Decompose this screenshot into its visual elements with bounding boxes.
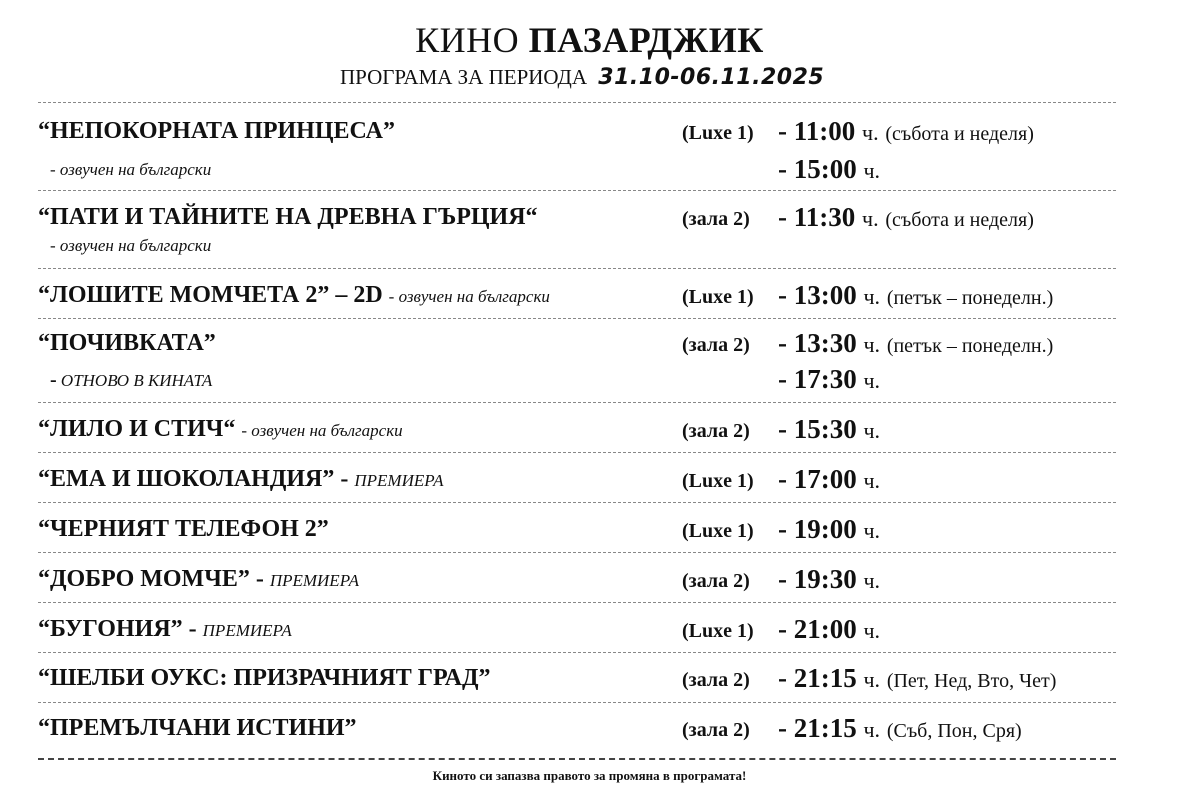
showtime: - 21:00 ч. bbox=[778, 614, 881, 644]
showtime: - 17:00 ч. bbox=[778, 464, 881, 494]
film-title: “ЕМА И ШОКОЛАНДИЯ” - ПРЕМИЕРА bbox=[38, 466, 444, 492]
film-sub-note: - озвучен на български bbox=[50, 236, 212, 255]
film-title: “ЛИЛО И СТИЧ“ - озвучен на български bbox=[38, 416, 403, 442]
film-sub-note: - озвучен на български bbox=[50, 160, 212, 179]
film-sub-note: - ОТНОВО В КИНАТА bbox=[50, 369, 213, 391]
hall-label: (зала 2) bbox=[682, 719, 750, 741]
program-period bbox=[340, 62, 824, 93]
film-title: “БУГОНИЯ” - ПРЕМИЕРА bbox=[38, 616, 292, 642]
film-title: “НЕПОКОРНАТА ПРИНЦЕСА” bbox=[38, 118, 395, 144]
showtime: - 19:00 ч. bbox=[778, 514, 881, 544]
divider bbox=[38, 552, 1116, 553]
divider bbox=[38, 702, 1116, 703]
showtime: - 17:30 ч. bbox=[778, 364, 881, 394]
page-title bbox=[0, 18, 1179, 62]
divider bbox=[38, 318, 1116, 319]
period-dates: 31.10-06.11.2025 bbox=[598, 65, 825, 90]
hall-label: (зала 2) bbox=[682, 570, 750, 592]
film-inline-note: - озвучен на български bbox=[241, 421, 403, 440]
film-title: “ПРЕМЪЛЧАНИ ИСТИНИ” bbox=[38, 715, 357, 741]
showtime: - 19:30 ч. bbox=[778, 564, 881, 594]
hall-label: (зала 2) bbox=[682, 208, 750, 230]
showtime: - 21:15 ч. (Пет, Нед, Вто, Чет) bbox=[778, 663, 1057, 693]
divider bbox=[38, 602, 1116, 603]
hall-label: (зала 2) bbox=[682, 334, 750, 356]
divider bbox=[38, 758, 1116, 760]
footer-disclaimer: Киното си запазва правото за промяна в програмата! bbox=[432, 768, 747, 783]
hall-label: (Luxe 1) bbox=[682, 122, 754, 144]
film-title: “ПАТИ И ТАЙНИТЕ НА ДРЕВНА ГЪРЦИЯ“ bbox=[38, 204, 538, 230]
premiere-badge: ПРЕМИЕРА bbox=[269, 571, 359, 590]
showtime: - 15:30 ч. bbox=[778, 414, 881, 444]
hall-label: (Luxe 1) bbox=[682, 520, 754, 542]
film-title: “ШЕЛБИ ОУКС: ПРИЗРАЧНИЯТ ГРАД” bbox=[38, 665, 491, 691]
film-inline-note: - озвучен на български bbox=[388, 287, 550, 306]
divider bbox=[38, 452, 1116, 453]
showtime: - 11:00 ч. (събота и неделя) bbox=[778, 116, 1034, 146]
hall-label: (Luxe 1) bbox=[682, 286, 754, 308]
subtitle-label: ПРОГРАМА ЗА ПЕРИОДА bbox=[340, 65, 588, 89]
film-title: “ДОБРО МОМЧЕ” - ПРЕМИЕРА bbox=[38, 566, 359, 592]
showtime: - 13:30 ч. (петък – понеделн.) bbox=[778, 328, 1054, 358]
hall-label: (Luxe 1) bbox=[682, 470, 754, 492]
title-bold: ПАЗАРДЖИК bbox=[528, 20, 764, 60]
film-title: “ЛОШИТЕ МОМЧЕТА 2” – 2D - озвучен на български bbox=[38, 282, 550, 308]
divider bbox=[38, 190, 1116, 191]
showtime: - 13:00 ч. (петък – понеделн.) bbox=[778, 280, 1054, 310]
film-title: “ПОЧИВКАТА” bbox=[38, 330, 216, 356]
premiere-badge: ПРЕМИЕРА bbox=[202, 621, 292, 640]
showtime: - 11:30 ч. (събота и неделя) bbox=[778, 202, 1034, 232]
film-title: “ЧЕРНИЯТ ТЕЛЕФОН 2” bbox=[38, 516, 329, 542]
divider bbox=[38, 102, 1116, 103]
title-regular: КИНО bbox=[415, 20, 520, 60]
divider bbox=[38, 502, 1116, 503]
hall-label: (зала 2) bbox=[682, 669, 750, 691]
showtime: - 15:00 ч. bbox=[778, 154, 881, 184]
divider bbox=[38, 652, 1116, 653]
hall-label: (Luxe 1) bbox=[682, 620, 754, 642]
divider bbox=[38, 268, 1116, 269]
premiere-badge: ПРЕМИЕРА bbox=[354, 471, 444, 490]
divider bbox=[38, 402, 1116, 403]
showtime: - 21:15 ч. (Съб, Пон, Сря) bbox=[778, 713, 1022, 743]
hall-label: (зала 2) bbox=[682, 420, 750, 442]
